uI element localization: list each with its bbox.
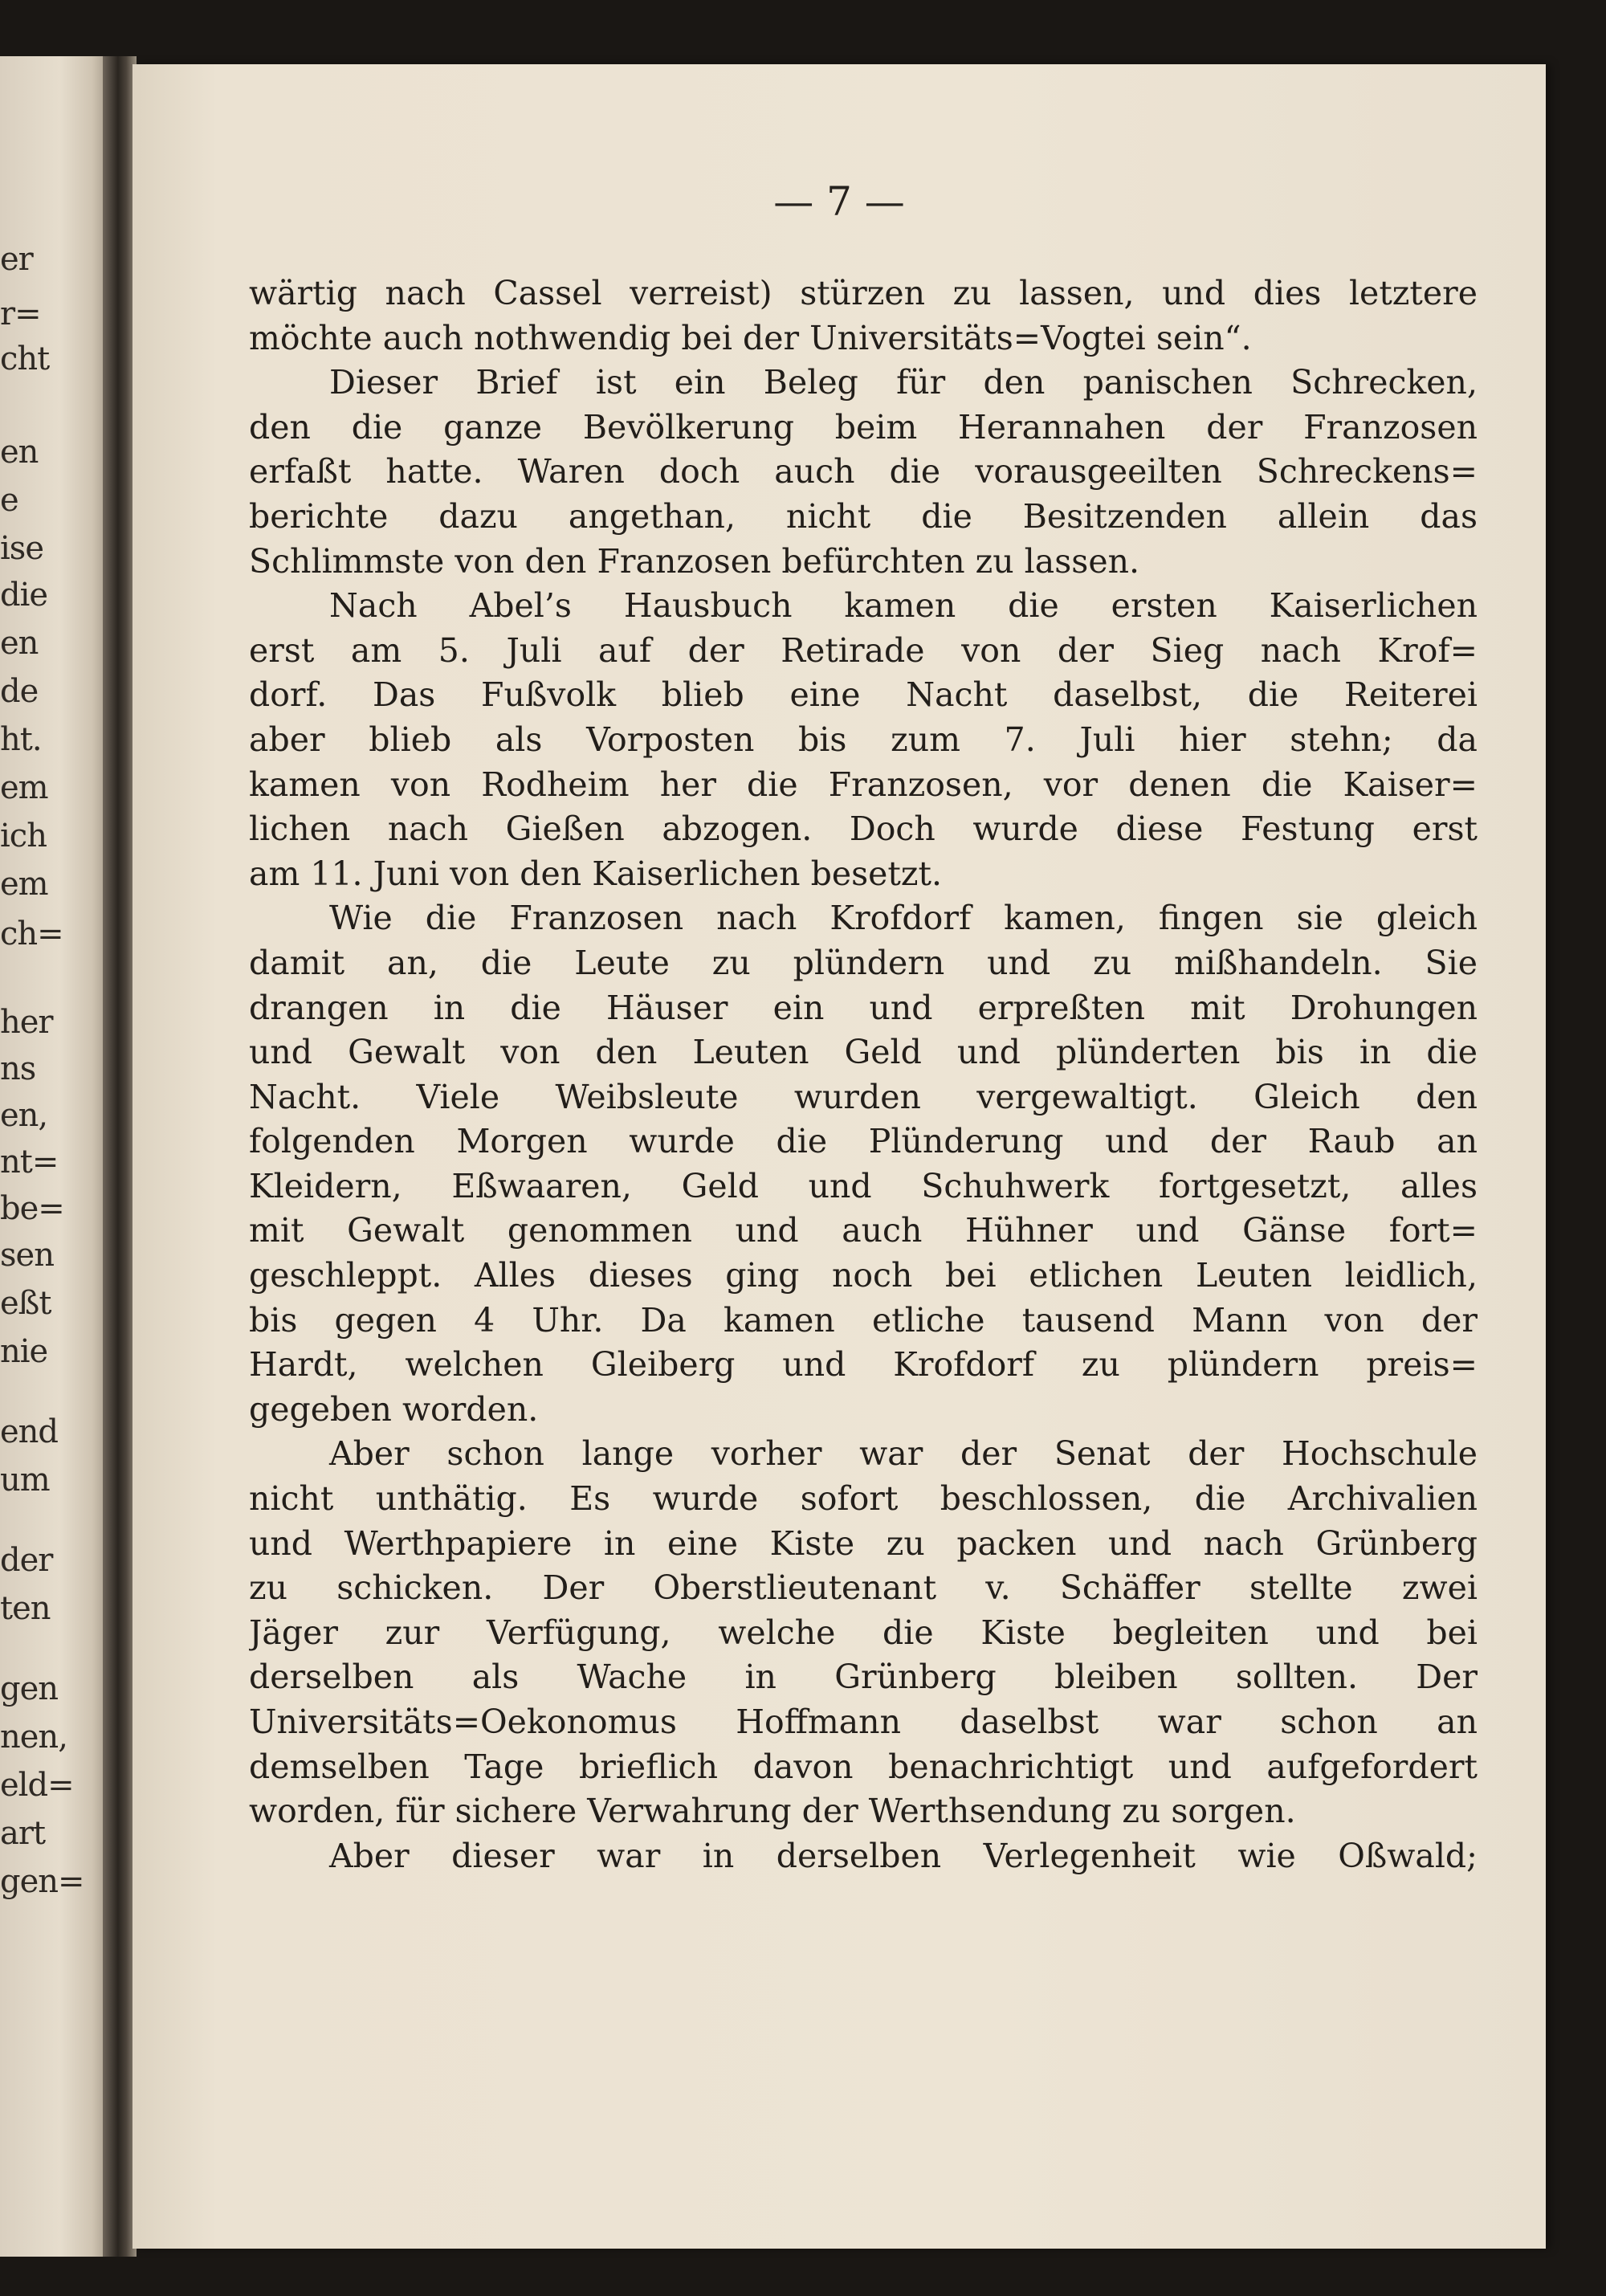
text-line: drangen in die Häuser ein und erpreßten mit Drohungen [249, 988, 1478, 1027]
facing-page-fragment: be= [0, 1190, 64, 1227]
facing-page-fragment: art [0, 1815, 46, 1852]
facing-page-fragment: ise [0, 530, 43, 567]
facing-page-fragment: cht [0, 341, 50, 377]
text-line: worden, für sichere Verwahrung der Werthsendung zu sorgen. [249, 1792, 1296, 1831]
text-line: Nacht. Viele Weibsleute wurden vergewaltigt. Gleich den [249, 1077, 1478, 1116]
text-line: damit an, die Leute zu plündern und zu mißhandeln. Sie [249, 943, 1478, 982]
facing-page-fragment: en [0, 625, 39, 662]
text-line: wärtig nach Cassel verreist) stürzen zu lassen, und dies letztere [249, 274, 1478, 312]
facing-page-fragment: er [0, 241, 33, 278]
facing-page-fragment: gen= [0, 1863, 84, 1900]
facing-page-fragment: em [0, 769, 48, 806]
facing-page-fragment: gen [0, 1670, 59, 1707]
text-line: Schlimmste von den Franzosen befürchten zu lassen. [249, 541, 1140, 581]
facing-page-fragment: ht. [0, 721, 42, 758]
facing-page-fragment: nt= [0, 1144, 59, 1181]
page-number: — 7 — [773, 178, 905, 225]
text-line: am 11. Juni von den Kaiserlichen besetzt. [249, 854, 943, 893]
text-line: erst am 5. Juli auf der Retirade von der Sieg nach Krof= [249, 630, 1478, 670]
facing-page-fragment: um [0, 1462, 50, 1499]
facing-page-fragment: e [0, 482, 18, 519]
text-line: geschleppt. Alles dieses ging noch bei etlichen Leuten leidlich, [249, 1256, 1478, 1295]
text-line: mit Gewalt genommen und auch Hühner und Gänse fort= [249, 1211, 1478, 1250]
text-line: möchte auch nothwendig bei der Universitäts=Vogtei sein“. [249, 318, 1252, 357]
facing-page-fragment: en [0, 434, 39, 471]
text-line: und Gewalt von den Leuten Geld und plünderten bis in die [249, 1033, 1478, 1072]
text-line: Hardt, welchen Gleiberg und Krofdorf zu plündern preis= [249, 1345, 1478, 1385]
facing-page-fragment: ten [0, 1590, 51, 1627]
facing-page-fragment: nen, [0, 1719, 67, 1756]
text-line: Jäger zur Verfügung, welche die Kiste begleiten und bei [249, 1613, 1478, 1652]
text-line: Universitäts=Oekonomus Hoffmann daselbst war schon an [249, 1703, 1478, 1741]
facing-page-fragment: eßt [0, 1285, 51, 1322]
text-line: Aber schon lange vorher war der Senat der Hochschule [329, 1434, 1478, 1474]
facing-page-fragment: nie [0, 1333, 48, 1370]
text-line: derselben als Wache in Grünberg bleiben sollten. Der [249, 1658, 1478, 1697]
facing-page-fragment: r= [0, 296, 41, 332]
facing-page-fragment: die [0, 577, 48, 614]
text-line: aber blieb als Vorposten bis zum 7. Juli hier stehn; da [249, 720, 1478, 759]
facing-page-fragments [0, 56, 104, 2257]
book-gutter [103, 56, 137, 2257]
text-line: Nach Abel’s Hausbuch kamen die ersten Kaiserlichen [329, 586, 1478, 626]
text-line: berichte dazu angethan, nicht die Besitzenden allein das [249, 496, 1478, 536]
text-line: Kleidern, Eßwaaren, Geld und Schuhwerk fortgesetzt, alles [249, 1166, 1478, 1205]
book-page [132, 64, 1546, 2249]
text-line: Dieser Brief ist ein Beleg für den panischen Schrecken, [329, 363, 1478, 402]
text-line: Wie die Franzosen nach Krofdorf kamen, fingen sie gleich [329, 899, 1478, 938]
text-line: folgenden Morgen wurde die Plünderung und der Raub an [249, 1122, 1478, 1161]
facing-page-edge [0, 56, 108, 2257]
text-line: kamen von Rodheim her die Franzosen, vor denen die Kaiser= [249, 765, 1478, 804]
text-line: lichen nach Gießen abzogen. Doch wurde diese Festung erst [249, 810, 1478, 849]
facing-page-fragment: em [0, 866, 48, 903]
body-text [249, 271, 1478, 1878]
text-line: und Werthpapiere in eine Kiste zu packen und nach Grünberg [249, 1523, 1478, 1563]
facing-page-fragment: eld= [0, 1767, 74, 1804]
facing-page-fragment: end [0, 1413, 59, 1450]
text-line: dorf. Das Fußvolk blieb eine Nacht daselbst, die Reiterei [249, 675, 1478, 715]
facing-page-fragment: der [0, 1542, 53, 1579]
facing-page-fragment: ch= [0, 916, 63, 952]
facing-page-fragment: ich [0, 818, 47, 854]
text-line: zu schicken. Der Oberstlieutenant v. Schäffer stellte zwei [249, 1568, 1478, 1608]
facing-page-fragment: ns [0, 1050, 36, 1087]
text-line: nicht unthätig. Es wurde sofort beschlossen, die Archivalien [249, 1479, 1478, 1519]
text-line: den die ganze Bevölkerung beim Herannahen der Franzosen [249, 407, 1478, 447]
text-line: Aber dieser war in derselben Verlegenheit wie Oßwald; [329, 1836, 1478, 1875]
text-line: erfaßt hatte. Waren doch auch die vorausgeeilten Schreckens= [249, 452, 1478, 491]
facing-page-fragment: sen [0, 1237, 54, 1274]
facing-page-fragment: en, [0, 1097, 48, 1134]
facing-page-fragment: de [0, 673, 39, 710]
facing-page-fragment: her [0, 1004, 53, 1041]
text-line: gegeben worden. [249, 1389, 539, 1429]
text-line: bis gegen 4 Uhr. Da kamen etliche tausend Mann von der [249, 1300, 1478, 1340]
text-line: demselben Tage brieflich davon benachrichtigt und aufgefordert [249, 1747, 1478, 1786]
